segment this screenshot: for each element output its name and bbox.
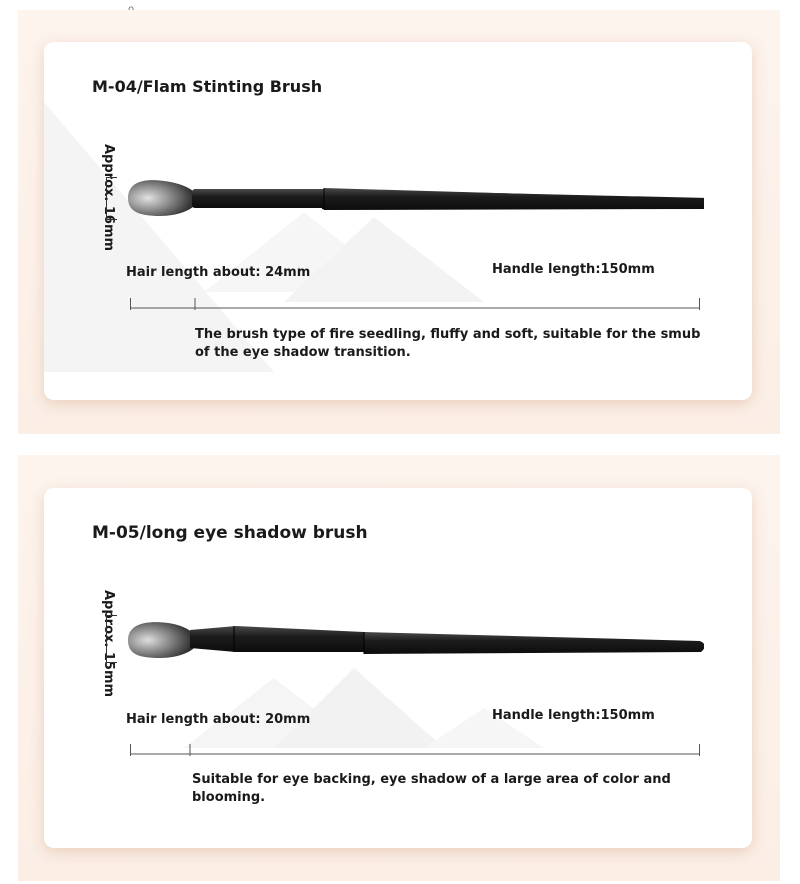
brush-card — [44, 42, 752, 400]
width-label: Approx. 16mm — [101, 144, 116, 252]
brush-description: The brush type of fire seedling, fluffy and soft, suitable for the smub of the eye shadow transition. — [195, 327, 701, 360]
brush-image — [124, 608, 704, 668]
brush-panel-m04 — [18, 10, 780, 434]
hair-length-label: Hair length about: 24mm — [126, 265, 311, 280]
handle-length-label: Handle length:150mm — [492, 262, 655, 277]
measure-line — [130, 298, 700, 310]
brush-card — [44, 488, 752, 848]
handle-length-label: Handle length:150mm — [492, 708, 655, 723]
width-bracket — [106, 177, 117, 220]
brush-title: M-05/long eye shadow brush — [92, 523, 368, 543]
width-label: Approx. 15mm — [101, 590, 116, 698]
hair-length-label: Hair length about: 20mm — [126, 712, 311, 727]
width-bracket — [106, 615, 117, 663]
brush-title: M-04/Flam Stinting Brush — [92, 77, 323, 96]
measure-line — [130, 744, 700, 756]
brush-description: Suitable for eye backing, eye shadow of a large area of color and blooming. — [192, 772, 671, 805]
brush-image — [124, 168, 704, 228]
brush-panel-m05 — [18, 455, 780, 881]
